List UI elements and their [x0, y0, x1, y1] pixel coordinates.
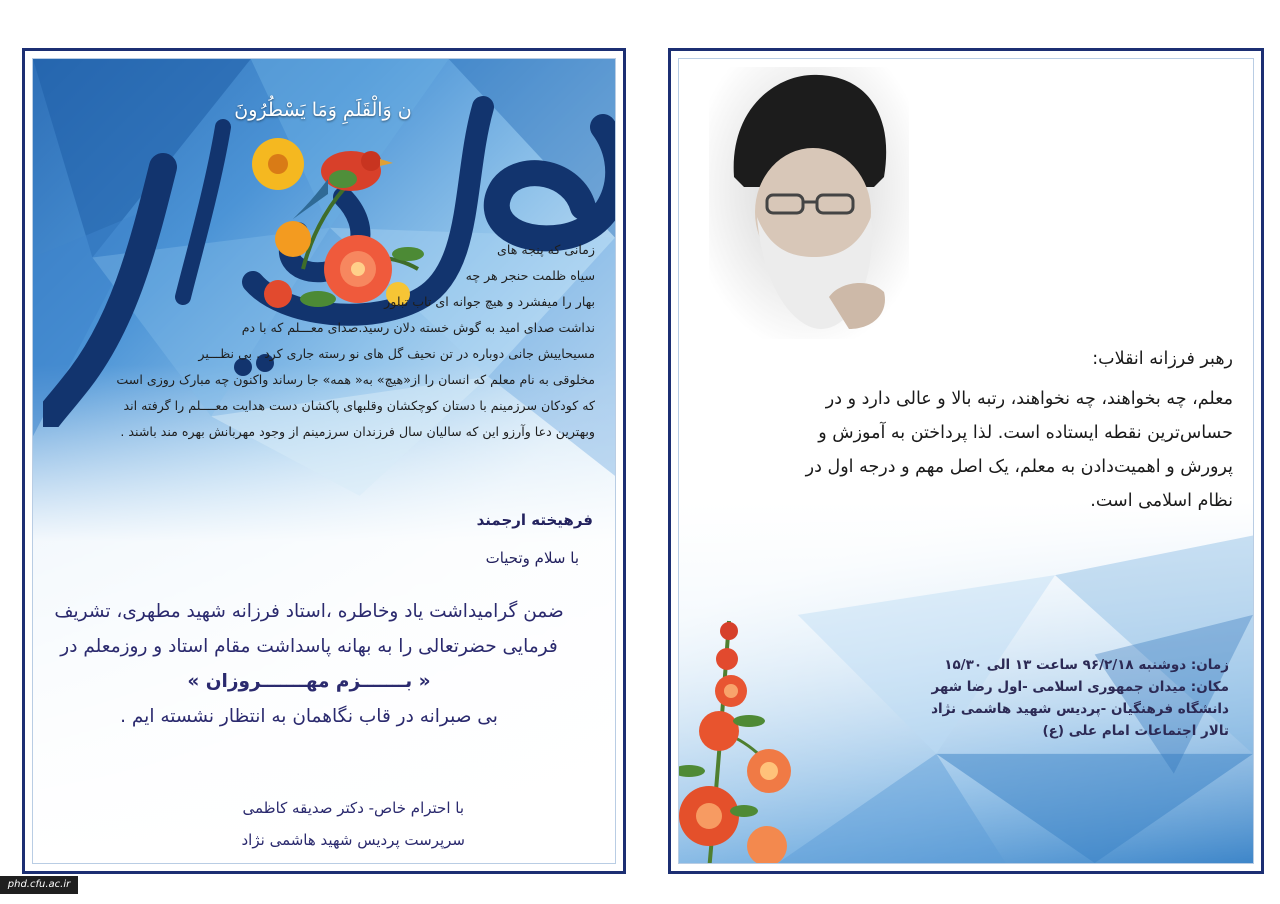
sign-off-regards: با احترام خاص- دکتر صدیقه کاظمی — [242, 799, 465, 817]
left-invitation-card — [22, 48, 626, 874]
right-quote-card — [668, 48, 1264, 874]
quote-line: حساس‌ترین نقطه ایستاده است. لذا پرداختن به آموزش و — [818, 423, 1233, 443]
poem-line: نداشت صدای امید به گوش خسته دلان رسید.صدای معـــلم که با دم — [241, 320, 595, 335]
right-card-background — [678, 58, 1254, 864]
salutation-greeting: با سلام وتحیات — [485, 549, 579, 567]
salutation-title: فرهیخته ارجمند — [476, 511, 593, 529]
quote-line: پرورش و اهمیت‌دادن به معلم، یک اصل مهم و درجه اول در — [805, 457, 1233, 477]
event-name: « بـــــــزم مهـــــــروزان » — [187, 671, 431, 692]
quran-verse: ن وَالْقَلَمِ وَمَا یَسْطُرُونَ — [234, 99, 412, 121]
event-hall: تالار اجتماعات امام علی (ع) — [1042, 723, 1229, 739]
corner-flowers-icon — [678, 611, 809, 864]
quote-line: نظام اسلامی است. — [1090, 491, 1233, 511]
poem-text — [35, 237, 595, 445]
sign-off-position: سرپرست پردیس شهید هاشمی نژاد — [241, 831, 465, 849]
event-location: مکان: میدان جمهوری اسلامی -اول رضا شهر — [931, 679, 1229, 695]
poem-line: بهار را میفشرد و هیچ جوانه ای تاب تبلور — [384, 294, 595, 309]
quote-heading: رهبر فرزانه انقلاب: — [1092, 349, 1233, 369]
poem-line: مسیحاییش جانی دوباره در تن نحیف گل های نو رسته جاری کرد . بی نظـــیر — [198, 346, 595, 361]
invitation-line: فرمایی حضرتعالی را به بهانه پاسداشت مقام استاد و روزمعلم در — [60, 636, 558, 657]
poem-line: وبهترین دعا وآرزو این که سالیان سال فرزندان سرزمینم از وجود مهربانش بهره مند باشند . — [120, 424, 595, 439]
watermark: phd.cfu.ac.ir — [0, 876, 78, 894]
portrait-icon — [709, 67, 909, 339]
event-info — [789, 654, 1229, 742]
invitation-text — [32, 594, 589, 734]
event-time: زمان: دوشنبه ۹۶/۲/۱۸ ساعت ۱۳ الی ۱۵/۳۰ — [944, 657, 1229, 673]
invitation-line: ضمن گرامیداشت یاد وخاطره ،استاد فرزانه شهید مطهری، تشریف — [54, 601, 564, 622]
poem-line: که کودکان سرزمینم با دستان کوچکشان وقلبهای پاکشان دست هدایت معــــلم را گرفته اند — [123, 398, 595, 413]
poem-line: سیاه ظلمت حنجر هر چه — [465, 268, 595, 283]
left-card-background — [32, 58, 616, 864]
invitation-closing: بی صبرانه در قاب نگاهمان به انتظار نشسته ایم . — [120, 706, 498, 727]
poem-line: مخلوقی به نام معلم که انسان را از«هیچ» به« همه» جا رساند واکنون چه مبارک روزی است — [116, 372, 595, 387]
poem-line: زمانی که پنجه های — [497, 242, 595, 257]
quote-line: معلم، چه بخواهند، چه نخواهند، رتبه بالا و عالی دارد و در — [825, 389, 1233, 409]
sign-off — [242, 792, 466, 856]
event-venue: دانشگاه فرهنگیان -پردیس شهید هاشمی نژاد — [931, 701, 1229, 717]
quote-body — [723, 382, 1233, 518]
